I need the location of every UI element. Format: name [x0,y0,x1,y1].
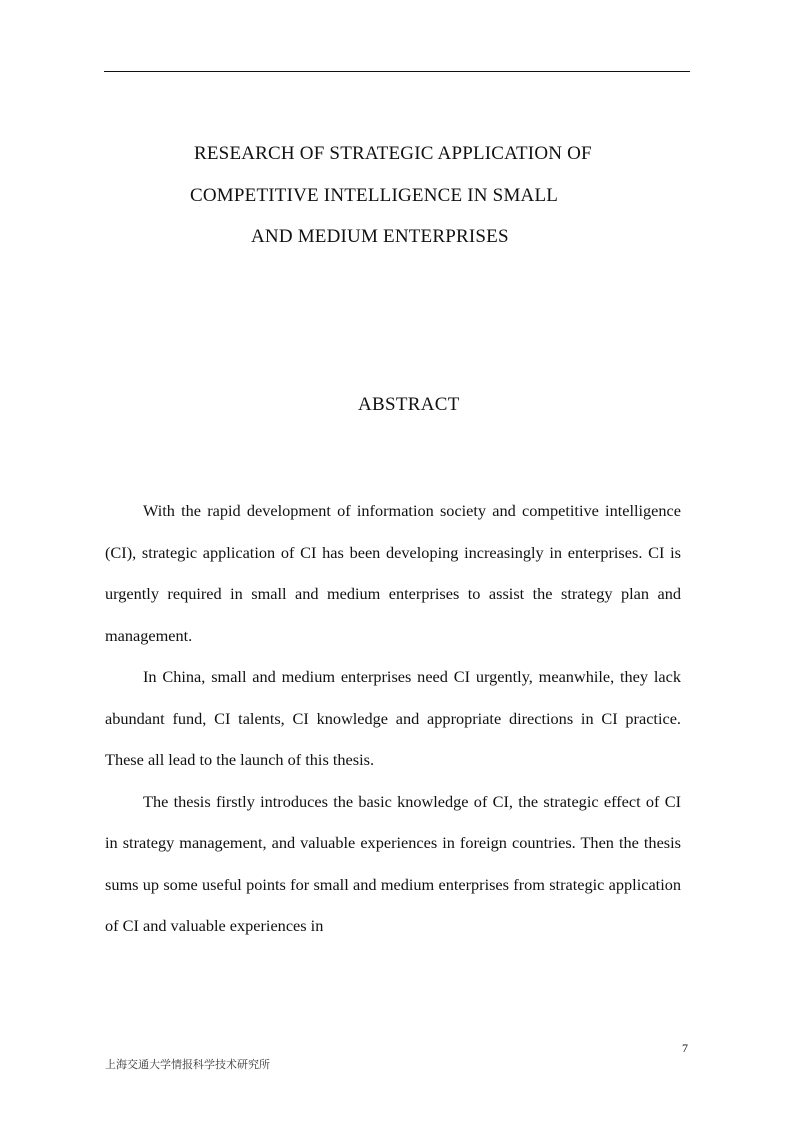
abstract-heading: ABSTRACT [358,394,460,415]
abstract-paragraph-1: With the rapid development of information society and competitive intelligence (CI), strategic application of CI has been developing increasingly in enterprises. CI is urgently required in small and medium enterprises to assist the strategy plan and management. [105,501,681,645]
page-number: 7 [682,1041,688,1055]
thesis-title-line-1: RESEARCH OF STRATEGIC APPLICATION OF [194,143,592,164]
abstract-paragraph-3: The thesis firstly introduces the basic knowledge of CI, the strategic effect of CI in strategy management, and valuable experiences in foreign countries. Then the thesis sums up some useful points for small and medium enterprises from strategic application of CI and valuable experiences in [105,791,681,935]
thesis-title-line-2: COMPETITIVE INTELLIGENCE IN SMALL [190,185,559,206]
abstract-paragraph-2: In China, small and medium enterprises need CI urgently, meanwhile, they lack abundant fund, CI talents, CI knowledge and appropriate directions in CI practice. These all lead to the launch of this thesis. [105,667,681,769]
footer-institution: 上海交通大学情报科学技术研究所 [105,1058,270,1071]
header-rule [104,71,690,72]
thesis-title-line-3: AND MEDIUM ENTERPRISES [251,226,509,247]
abstract-body [105,490,681,947]
